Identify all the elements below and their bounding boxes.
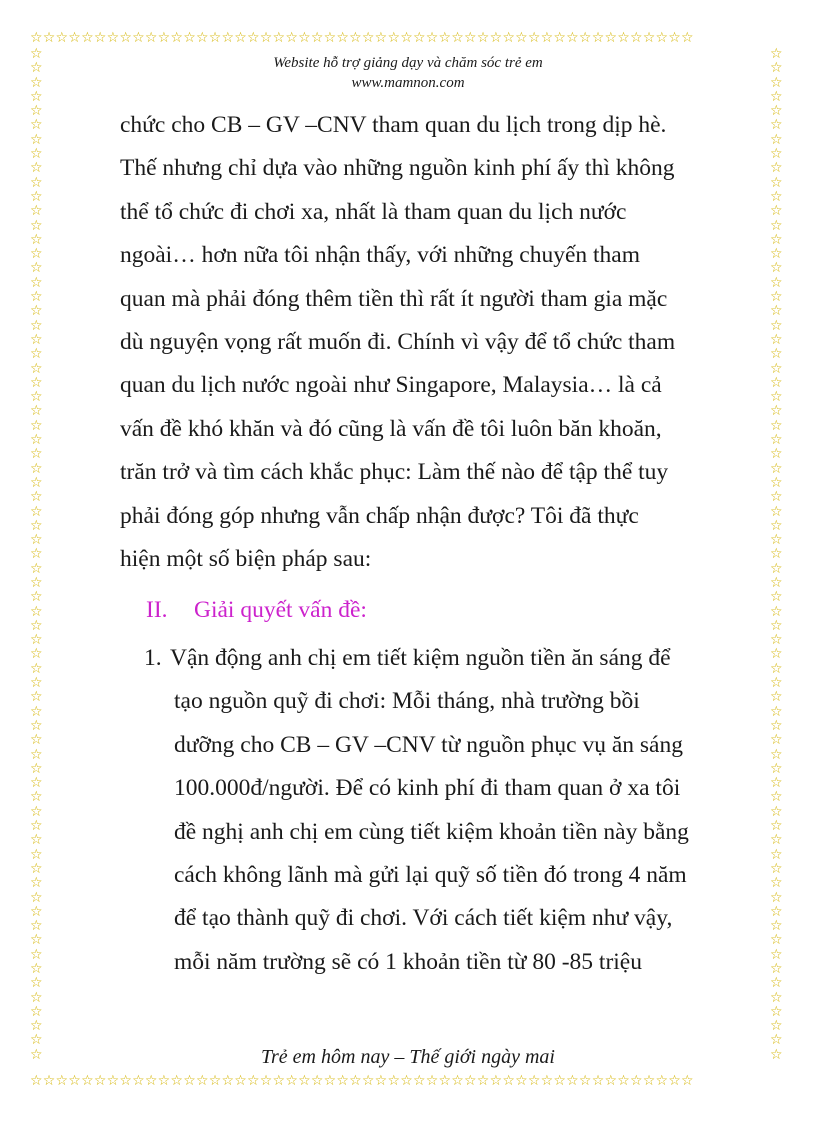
body-line: ngoài… hơn nữa tôi nhận thấy, với những chuyến tham (120, 242, 641, 269)
star-icon: ☆ (770, 603, 783, 620)
star-icon: ☆ (540, 1074, 554, 1089)
star-icon: ☆ (604, 1074, 618, 1089)
star-icon: ☆ (770, 818, 783, 835)
body-line: chức cho CB – GV –CNV tham quan du lịch trong dịp hè. (120, 112, 667, 138)
star-icon: ☆ (30, 732, 43, 749)
star-icon: ☆ (770, 117, 783, 134)
star-icon: ☆ (770, 503, 783, 520)
body-line: dù nguyện vọng rất muốn đi. Chính vì vậy để tổ chức tham (120, 329, 676, 356)
star-icon: ☆ (30, 1003, 43, 1020)
star-icon: ☆ (298, 1074, 311, 1089)
star-icon: ☆ (770, 174, 783, 191)
star-icon: ☆ (30, 117, 43, 134)
star-icon: ☆ (770, 732, 783, 749)
list-item-line: để tạo thành quỹ đi chơi. Với cách tiết kiệm như vậy, (174, 905, 673, 932)
star-icon: ☆ (170, 1074, 184, 1089)
star-icon: ☆ (387, 31, 401, 46)
star-icon: ☆ (464, 1074, 477, 1089)
body-line: hiện một số biện pháp sau: (120, 546, 372, 573)
star-icon: ☆ (770, 975, 783, 992)
star-border-top (30, 31, 786, 47)
star-icon: ☆ (770, 703, 783, 720)
star-icon: ☆ (30, 803, 43, 820)
star-icon: ☆ (425, 31, 439, 46)
star-icon: ☆ (30, 689, 43, 706)
document-body (120, 104, 720, 984)
star-icon: ☆ (566, 31, 579, 46)
star-icon: ☆ (30, 632, 43, 649)
section-heading (120, 589, 720, 632)
star-icon: ☆ (770, 574, 783, 591)
star-icon: ☆ (770, 146, 783, 163)
star-icon: ☆ (30, 546, 43, 563)
body-paragraph (120, 104, 720, 581)
star-icon: ☆ (770, 346, 783, 363)
star-icon: ☆ (30, 274, 43, 291)
star-icon: ☆ (30, 946, 43, 963)
list-item-line: mỗi năm trường sẽ có 1 khoản tiền từ 80 -85 triệu (174, 948, 642, 975)
star-icon: ☆ (578, 1074, 592, 1089)
star-icon: ☆ (30, 331, 43, 348)
list-item-line: đề nghị anh chị em cùng tiết kiệm khoản tiền này bằng (174, 818, 689, 845)
star-icon: ☆ (336, 31, 350, 46)
list-item (120, 637, 720, 984)
star-icon: ☆ (30, 1032, 43, 1049)
star-icon: ☆ (30, 717, 43, 734)
star-icon: ☆ (476, 1074, 490, 1089)
list-item-line: dưỡng cho CB – GV –CNV từ nguồn phục vụ ăn sáng (174, 731, 683, 758)
star-icon: ☆ (770, 632, 783, 649)
star-icon: ☆ (515, 31, 528, 46)
star-icon: ☆ (30, 903, 43, 920)
star-icon: ☆ (157, 1074, 171, 1089)
star-icon: ☆ (629, 31, 643, 46)
star-icon: ☆ (68, 1074, 82, 1089)
star-icon: ☆ (361, 1074, 375, 1089)
star-icon: ☆ (770, 660, 783, 677)
star-icon: ☆ (30, 88, 43, 105)
star-icon: ☆ (770, 961, 783, 977)
star-icon: ☆ (655, 1074, 669, 1089)
star-icon: ☆ (144, 1074, 158, 1089)
star-icon: ☆ (30, 860, 43, 877)
star-icon: ☆ (770, 131, 783, 148)
star-icon: ☆ (361, 31, 375, 46)
star-icon: ☆ (770, 188, 783, 205)
star-icon: ☆ (285, 31, 299, 46)
star-icon: ☆ (30, 517, 43, 534)
star-icon: ☆ (30, 260, 43, 277)
star-icon: ☆ (170, 31, 184, 46)
star-icon: ☆ (30, 289, 43, 306)
star-icon: ☆ (770, 918, 783, 935)
star-icon: ☆ (30, 574, 43, 591)
page-footer (0, 1045, 816, 1069)
star-icon: ☆ (323, 31, 337, 46)
list-item-line: 100.000đ/người. Để có kinh phí đi tham quan ở xa tôi (174, 775, 681, 802)
star-icon: ☆ (30, 246, 43, 263)
body-line: trăn trở và tìm cách khắc phục: Làm thế nào để tập thể tuy (120, 459, 669, 486)
star-icon: ☆ (770, 446, 783, 463)
star-icon: ☆ (642, 1074, 656, 1089)
star-icon: ☆ (770, 489, 783, 506)
star-icon: ☆ (770, 775, 783, 792)
list-item-line: Vận động anh chị em tiết kiệm nguồn tiền ăn sáng để (170, 644, 671, 671)
star-icon: ☆ (451, 1074, 465, 1089)
star-icon: ☆ (30, 1074, 43, 1089)
star-icon: ☆ (30, 160, 43, 177)
star-icon: ☆ (349, 31, 362, 46)
star-icon: ☆ (770, 889, 783, 906)
star-icon: ☆ (30, 1018, 43, 1035)
star-icon: ☆ (106, 31, 120, 46)
star-icon: ☆ (770, 1018, 783, 1035)
star-icon: ☆ (566, 1074, 579, 1089)
star-icon: ☆ (30, 174, 43, 191)
star-icon: ☆ (30, 446, 43, 463)
star-icon: ☆ (208, 1074, 222, 1089)
star-icon: ☆ (770, 675, 783, 692)
star-icon: ☆ (30, 675, 43, 692)
star-icon: ☆ (374, 31, 388, 46)
star-icon: ☆ (336, 1074, 350, 1089)
list-item-text (170, 637, 689, 984)
star-icon: ☆ (770, 432, 783, 449)
star-icon: ☆ (234, 1074, 248, 1089)
header-website-title: Website hỗ trợ giảng dạy và chăm sóc trẻ em (273, 55, 543, 71)
star-icon: ☆ (30, 146, 43, 163)
body-line: vấn đề khó khăn và đó cũng là vấn đề tôi luôn băn khoăn, (120, 415, 662, 442)
star-icon: ☆ (438, 1074, 452, 1089)
star-icon: ☆ (770, 803, 783, 820)
star-icon: ☆ (30, 760, 43, 777)
star-icon: ☆ (183, 31, 196, 46)
star-icon: ☆ (527, 31, 541, 46)
star-icon: ☆ (604, 31, 618, 46)
star-icon: ☆ (30, 532, 43, 549)
star-icon: ☆ (68, 31, 82, 46)
star-icon: ☆ (770, 717, 783, 734)
star-icon: ☆ (157, 31, 171, 46)
star-icon: ☆ (438, 31, 452, 46)
star-icon: ☆ (642, 31, 656, 46)
star-icon: ☆ (30, 875, 43, 892)
star-icon: ☆ (30, 703, 43, 720)
star-icon: ☆ (30, 374, 43, 391)
star-icon: ☆ (502, 1074, 516, 1089)
star-icon: ☆ (400, 31, 413, 46)
star-icon: ☆ (183, 1074, 196, 1089)
star-icon: ☆ (668, 31, 682, 46)
star-icon: ☆ (30, 918, 43, 935)
star-icon: ☆ (30, 603, 43, 620)
star-icon: ☆ (553, 1074, 567, 1089)
star-icon: ☆ (770, 746, 783, 763)
star-icon: ☆ (540, 31, 554, 46)
star-icon: ☆ (30, 503, 43, 520)
body-line: Thế nhưng chỉ dựa vào những nguồn kinh phí ấy thì không (120, 155, 675, 182)
star-icon: ☆ (668, 1074, 682, 1089)
star-icon: ☆ (412, 31, 426, 46)
star-icon: ☆ (412, 1074, 426, 1089)
star-icon: ☆ (30, 217, 43, 234)
body-line: thể tổ chức đi chơi xa, nhất là tham quan du lịch nước (120, 198, 627, 225)
star-icon: ☆ (591, 31, 605, 46)
star-icon: ☆ (30, 460, 43, 477)
star-icon: ☆ (30, 360, 43, 377)
star-icon: ☆ (30, 961, 43, 977)
star-icon: ☆ (30, 989, 43, 1006)
star-icon: ☆ (591, 1074, 605, 1089)
star-icon: ☆ (770, 274, 783, 291)
star-icon: ☆ (30, 74, 43, 91)
body-line: quan mà phải đóng thêm tiền thì rất ít người tham gia mặc (120, 285, 668, 312)
star-icon: ☆ (374, 1074, 388, 1089)
header-website-url: www.mamnon.com (351, 75, 465, 91)
star-icon: ☆ (42, 1074, 56, 1089)
star-icon: ☆ (770, 303, 783, 320)
star-icon: ☆ (451, 31, 465, 46)
star-icon: ☆ (285, 1074, 299, 1089)
star-icon: ☆ (195, 1074, 209, 1089)
star-icon: ☆ (30, 775, 43, 792)
star-icon: ☆ (770, 846, 783, 863)
star-icon: ☆ (770, 832, 783, 849)
star-icon: ☆ (770, 60, 783, 77)
star-icon: ☆ (132, 1074, 145, 1089)
star-icon: ☆ (30, 47, 43, 62)
star-icon: ☆ (30, 818, 43, 835)
star-icon: ☆ (515, 1074, 528, 1089)
star-icon: ☆ (93, 31, 107, 46)
section-number: II. (146, 597, 168, 624)
star-icon: ☆ (770, 217, 783, 234)
page-header (0, 53, 816, 93)
star-icon: ☆ (349, 1074, 362, 1089)
star-icon: ☆ (30, 617, 43, 634)
star-icon: ☆ (770, 532, 783, 549)
star-icon: ☆ (629, 1074, 643, 1089)
star-icon: ☆ (770, 417, 783, 434)
star-icon: ☆ (770, 560, 783, 577)
star-icon: ☆ (578, 31, 592, 46)
star-icon: ☆ (30, 975, 43, 992)
star-icon: ☆ (770, 317, 783, 334)
star-icon: ☆ (770, 246, 783, 263)
star-icon: ☆ (770, 374, 783, 391)
star-icon: ☆ (221, 1074, 235, 1089)
star-icon: ☆ (770, 460, 783, 477)
star-icon: ☆ (144, 31, 158, 46)
star-icon: ☆ (81, 31, 94, 46)
star-icon: ☆ (30, 188, 43, 205)
star-icon: ☆ (681, 31, 694, 46)
star-icon: ☆ (770, 789, 783, 806)
star-icon: ☆ (770, 360, 783, 377)
star-icon: ☆ (259, 31, 273, 46)
star-icon: ☆ (770, 932, 783, 949)
star-icon: ☆ (132, 31, 145, 46)
section-title: Giải quyết vấn đề: (194, 597, 367, 624)
footer-slogan: Trẻ em hôm nay – Thế giới ngày mai (261, 1046, 555, 1068)
star-icon: ☆ (30, 646, 43, 663)
star-icon: ☆ (770, 389, 783, 406)
star-icon: ☆ (30, 660, 43, 677)
star-icon: ☆ (259, 1074, 273, 1089)
star-icon: ☆ (30, 746, 43, 763)
star-icon: ☆ (770, 103, 783, 120)
list-item-line: tạo nguồn quỹ đi chơi: Mỗi tháng, nhà trường bồi (174, 688, 640, 715)
star-border-left (30, 47, 46, 1074)
star-icon: ☆ (30, 560, 43, 577)
star-icon: ☆ (310, 1074, 324, 1089)
star-icon: ☆ (770, 989, 783, 1006)
star-icon: ☆ (298, 31, 311, 46)
star-icon: ☆ (30, 231, 43, 248)
star-icon: ☆ (30, 474, 43, 491)
star-icon: ☆ (770, 1003, 783, 1020)
star-icon: ☆ (770, 546, 783, 563)
star-icon: ☆ (30, 932, 43, 949)
star-icon: ☆ (247, 1074, 260, 1089)
star-border-bottom (30, 1074, 786, 1090)
star-icon: ☆ (30, 846, 43, 863)
star-icon: ☆ (272, 1074, 286, 1089)
star-icon: ☆ (770, 260, 783, 277)
star-icon: ☆ (55, 1074, 69, 1089)
star-icon: ☆ (30, 31, 43, 46)
body-line: quan du lịch nước ngoài như Singapore, Malaysia… là cả (120, 372, 662, 399)
star-icon: ☆ (30, 832, 43, 849)
star-icon: ☆ (30, 403, 43, 420)
star-icon: ☆ (489, 31, 503, 46)
star-icon: ☆ (208, 31, 222, 46)
star-icon: ☆ (502, 31, 516, 46)
star-icon: ☆ (30, 346, 43, 363)
star-icon: ☆ (770, 689, 783, 706)
star-icon: ☆ (234, 31, 248, 46)
star-icon: ☆ (476, 31, 490, 46)
star-border-right (770, 47, 786, 1074)
star-icon: ☆ (770, 617, 783, 634)
star-icon: ☆ (770, 74, 783, 91)
body-line: phải đóng góp nhưng vẫn chấp nhận được? Tôi đã thực (120, 502, 639, 529)
star-icon: ☆ (93, 1074, 107, 1089)
star-icon: ☆ (770, 946, 783, 963)
star-icon: ☆ (553, 31, 567, 46)
star-icon: ☆ (770, 760, 783, 777)
star-icon: ☆ (387, 1074, 401, 1089)
star-icon: ☆ (30, 317, 43, 334)
star-icon: ☆ (119, 1074, 133, 1089)
star-icon: ☆ (617, 1074, 630, 1089)
star-icon: ☆ (106, 1074, 120, 1089)
star-icon: ☆ (30, 389, 43, 406)
star-icon: ☆ (30, 131, 43, 148)
star-icon: ☆ (30, 203, 43, 220)
star-icon: ☆ (464, 31, 477, 46)
star-icon: ☆ (30, 417, 43, 434)
star-icon: ☆ (247, 31, 260, 46)
star-icon: ☆ (770, 474, 783, 491)
star-icon: ☆ (30, 789, 43, 806)
star-icon: ☆ (527, 1074, 541, 1089)
star-icon: ☆ (770, 88, 783, 105)
star-icon: ☆ (770, 903, 783, 920)
star-icon: ☆ (681, 1074, 694, 1089)
list-item-number: 1. (144, 644, 162, 671)
star-icon: ☆ (655, 31, 669, 46)
star-icon: ☆ (770, 860, 783, 877)
star-icon: ☆ (770, 47, 783, 62)
star-icon: ☆ (770, 589, 783, 606)
star-icon: ☆ (310, 31, 324, 46)
list-item-line: cách không lãnh mà gửi lại quỹ số tiền đó trong 4 năm (174, 861, 687, 888)
star-icon: ☆ (30, 303, 43, 320)
star-icon: ☆ (30, 589, 43, 606)
star-icon: ☆ (30, 103, 43, 120)
star-icon: ☆ (770, 289, 783, 306)
star-icon: ☆ (400, 1074, 413, 1089)
star-icon: ☆ (425, 1074, 439, 1089)
star-icon: ☆ (30, 60, 43, 77)
star-icon: ☆ (30, 889, 43, 906)
star-icon: ☆ (770, 231, 783, 248)
star-icon: ☆ (770, 1032, 783, 1049)
star-icon: ☆ (323, 1074, 337, 1089)
star-icon: ☆ (221, 31, 235, 46)
star-icon: ☆ (42, 31, 56, 46)
star-icon: ☆ (55, 31, 69, 46)
star-icon: ☆ (770, 875, 783, 892)
star-icon: ☆ (770, 517, 783, 534)
star-icon: ☆ (770, 160, 783, 177)
star-icon: ☆ (770, 331, 783, 348)
star-icon: ☆ (30, 1046, 43, 1063)
star-icon: ☆ (195, 31, 209, 46)
star-icon: ☆ (30, 489, 43, 506)
star-icon: ☆ (770, 203, 783, 220)
star-icon: ☆ (770, 646, 783, 663)
star-icon: ☆ (81, 1074, 94, 1089)
star-icon: ☆ (770, 1046, 783, 1063)
star-icon: ☆ (617, 31, 630, 46)
star-icon: ☆ (489, 1074, 503, 1089)
star-icon: ☆ (272, 31, 286, 46)
star-icon: ☆ (30, 432, 43, 449)
star-icon: ☆ (119, 31, 133, 46)
star-icon: ☆ (770, 403, 783, 420)
